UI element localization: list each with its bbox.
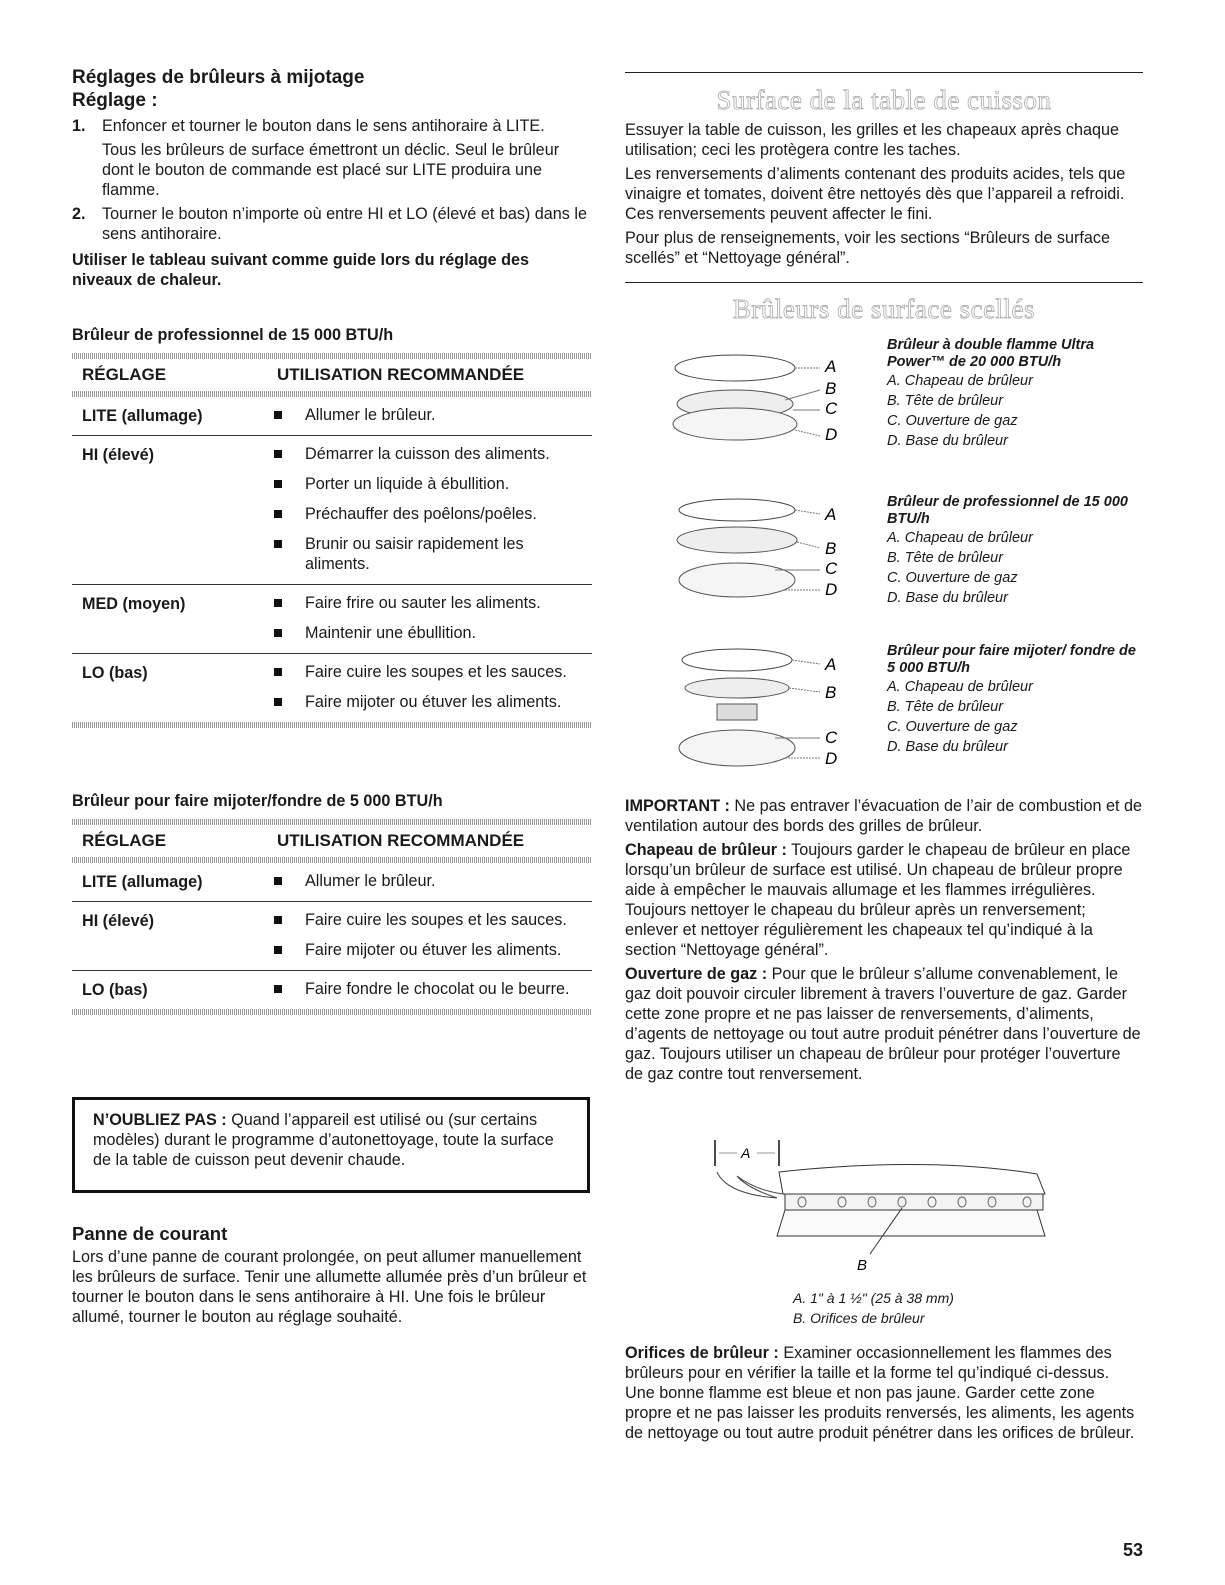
setting-cell: LITE (allumage) [72, 397, 267, 436]
col-setting-header: RÉGLAGE [82, 365, 167, 384]
burner-cap-paragraph [625, 840, 1143, 960]
label-d: D [825, 425, 838, 444]
use-item: Faire cuire les soupes et les sauces. [267, 910, 592, 930]
step-2 [72, 204, 592, 244]
surface-paragraph-2: Les renversements d’aliments contenant des produits acides, tels que vinaigre et tomates, doivent être nettoyés dès que l’appareil a refroidi. Ces renversements peuvent affecter le fini. [625, 165, 1126, 223]
table-row [72, 397, 592, 436]
burner-1-part-a: A. Chapeau de brûleur [887, 373, 1033, 389]
burner-1-part-c: C. Ouverture de gaz [887, 413, 1018, 429]
burner-3-part-d: D. Base du brûleur [887, 739, 1008, 755]
page-number: 53 [1122, 1540, 1143, 1560]
label-b: B [857, 1257, 868, 1274]
burner-3-title: Brûleur pour faire mijoter/ fondre de 5 000 BTU/h [887, 643, 1136, 676]
burner-cap-text: Toujours garder le chapeau de brûleur en place lorsqu’un brûleur de surface est utilisé. Un chapeau de brûleur propre aide à empêcher le mauvais allumage et les flammes irrégulières. Toujours nettoyer le chapeau du brûleur après un renversement; enlever et nettoyer régulièrement les chapeaux tel qu’indiqué à la section “Nettoyage général”. [625, 841, 1131, 959]
ultra-power-burner-illustration [665, 342, 865, 467]
table-row [72, 971, 592, 1010]
burner-caption-1 [887, 337, 1137, 451]
power-failure-text: Lors d’une panne de courant prolongée, on peut allumer manuellement les brûleurs de surface. Tenir une allumette allumée près d’un brûleur et tourner le bouton dans le sens antihoraire à HI. Une fois le brûleur allumé, tourner le bouton au réglage souhaité. [72, 1248, 587, 1326]
power-failure-heading: Panne de courant [72, 1223, 228, 1244]
table-row [72, 436, 592, 585]
table-guide-text: Utiliser le tableau suivant comme guide lors du réglage des niveaux de chaleur. [72, 251, 529, 289]
col-use-header: UTILISATION RECOMMANDÉE [277, 365, 525, 384]
orifices-lead: Orifices de brûleur : [625, 1344, 779, 1362]
step-1-number: 1. [72, 117, 86, 135]
step-1 [72, 116, 592, 136]
table-15000-caption: Brûleur de professionnel de 15 000 BTU/h [72, 326, 394, 344]
table-row [72, 654, 592, 723]
label-b: B [825, 539, 837, 558]
sealed-burners-heading: Brûleurs de surface scellés [732, 294, 1036, 324]
use-item: Faire mijoter ou étuver les aliments. [267, 692, 592, 712]
table-15000-body [72, 397, 592, 722]
table-5000 [72, 791, 592, 1015]
label-c: C [825, 399, 838, 418]
use-item: Faire fondre le chocolat ou le beurre. [267, 979, 592, 999]
orifices-text: Examiner occasionnellement les flammes des brûleurs pour en vérifier la taille et la forme tel qu’indiqué ci-dessus. Une bonne flamme est bleue et non pas jaune. Garder cette zone propre et ne pas laisser les produits renversés, les aliments, les agents de nettoyage ou tout autre produit pénétrer dans les orifices de brûleur. [625, 1344, 1135, 1442]
gas-opening-paragraph [625, 964, 1143, 1084]
table-row [72, 863, 592, 902]
use-list [267, 863, 592, 901]
reminder-text: Quand l’appareil est utilisé ou (sur certains modèles) durant le programme d’autonettoyage, toute la surface de la table de cuisson peut devenir chaude. [93, 1111, 554, 1169]
burner-caption-3 [887, 643, 1137, 757]
step-1-note: Tous les brûleurs de surface émettront un déclic. Seul le brûleur dont le bouton de commande est placé sur LITE produira une flamme. [102, 141, 560, 199]
use-item: Faire cuire les soupes et les sauces. [267, 662, 592, 682]
burner-1-part-d: D. Base du brûleur [887, 433, 1008, 449]
gas-opening-lead: Ouverture de gaz : [625, 965, 768, 983]
reminder-box [72, 1097, 590, 1193]
important-paragraph [625, 796, 1143, 836]
step-2-number: 2. [72, 205, 86, 223]
flame-caption-b: B. Orifices de brûleur [793, 1310, 925, 1326]
use-list [267, 971, 592, 1009]
flame-caption-a: A. 1" à 1 ½" (25 à 38 mm) [793, 1290, 954, 1306]
use-item: Faire frire ou sauter les aliments. [267, 593, 592, 613]
surface-paragraph-1: Essuyer la table de cuisson, les grilles et les chapeaux après chaque utilisation; ceci les protègera contre les taches. [625, 121, 1120, 159]
label-a: A [741, 1145, 751, 1161]
col-setting-header: RÉGLAGE [82, 831, 167, 850]
col-use-header: UTILISATION RECOMMANDÉE [277, 831, 525, 850]
label-a: A [825, 655, 837, 674]
burner-1-part-b: B. Tête de brûleur [887, 393, 1004, 409]
use-list [267, 902, 592, 970]
orifices-paragraph [625, 1343, 1143, 1443]
burner-caption-2 [887, 494, 1137, 608]
use-item: Allumer le brûleur. [267, 871, 592, 891]
burner-cap-lead: Chapeau de brûleur : [625, 841, 787, 859]
use-list [267, 654, 592, 722]
label-a: A [825, 357, 837, 376]
use-list [267, 585, 592, 653]
setting-cell: LO (bas) [82, 981, 148, 999]
surface-heading: Surface de la table de cuisson [716, 85, 1052, 115]
important-text: Ne pas entraver l’évacuation de l’air de combustion et de ventilation autour des bords des grilles de brûleur. [625, 797, 1143, 835]
label-a: A [825, 505, 837, 524]
setting-subheading: Réglage : [72, 90, 158, 111]
use-item: Démarrer la cuisson des aliments. [267, 444, 592, 464]
label-b: B [825, 379, 837, 398]
setting-cell: HI (élevé) [72, 902, 267, 971]
gas-opening-text: Pour que le brûleur s’allume convenablement, le gaz doit pouvoir circuler librement à travers l’ouverture de gaz. Garder cette zone propre et ne pas laisser de renversements, d’aliments, d’agents de nettoyage ou tout autre produit pénétrer dans l’ouverture de gaz. Toujours utiliser un chapeau de brûleur pour protéger l’ouverture de gaz contre tout renversement. [625, 965, 1141, 1083]
setting-cell: HI (élevé) [72, 436, 267, 585]
label-c: C [825, 728, 838, 747]
use-item: Porter un liquide à ébullition. [267, 474, 592, 494]
important-lead: IMPORTANT : [625, 797, 730, 815]
simmer-settings-heading: Réglages de brûleurs à mijotage [72, 67, 365, 88]
burner-2-part-c: C. Ouverture de gaz [887, 570, 1018, 586]
label-d: D [825, 749, 838, 768]
flame-height-illustration [707, 1136, 1067, 1286]
burner-2-part-a: A. Chapeau de brûleur [887, 530, 1033, 546]
use-list [267, 397, 592, 435]
use-list [267, 436, 592, 584]
step-2-text: Tourner le bouton n’importe où entre HI et LO (élevé et bas) dans le sens antihoraire. [102, 205, 587, 243]
burner-2-part-d: D. Base du brûleur [887, 590, 1008, 606]
table-15000 [72, 325, 592, 728]
divider [625, 72, 1143, 73]
divider [625, 282, 1143, 283]
label-c: C [825, 559, 838, 578]
burner-2-title: Brûleur de professionnel de 15 000 BTU/h [887, 494, 1128, 527]
use-item: Brunir ou saisir rapidement les aliments. [267, 534, 592, 574]
step-1-text: Enfoncer et tourner le bouton dans le sens antihoraire à LITE. [102, 117, 545, 135]
table-5000-body [72, 863, 592, 1009]
burner-3-part-a: A. Chapeau de brûleur [887, 679, 1033, 695]
table-row [72, 902, 592, 971]
table-row [72, 585, 592, 654]
use-item: Allumer le brûleur. [267, 405, 592, 425]
use-item: Préchauffer des poêlons/poêles. [267, 504, 592, 524]
burner-1-title: Brûleur à double flamme Ultra Power™ de 20 000 BTU/h [887, 337, 1095, 370]
table-5000-caption: Brûleur pour faire mijoter/fondre de 5 000 BTU/h [72, 792, 443, 810]
use-item: Maintenir une ébullition. [267, 623, 592, 643]
flame-caption [793, 1288, 954, 1328]
setting-cell: LO (bas) [82, 664, 148, 682]
use-item: Faire mijoter ou étuver les aliments. [267, 940, 592, 960]
professional-burner-illustration [665, 492, 865, 612]
burner-3-part-c: C. Ouverture de gaz [887, 719, 1018, 735]
surface-paragraph-3: Pour plus de renseignements, voir les sections “Brûleurs de surface scellés” et “Nettoyage général”. [625, 229, 1110, 267]
setting-cell: MED (moyen) [72, 585, 267, 654]
label-d: D [825, 580, 838, 599]
simmer-burner-illustration [665, 642, 865, 777]
burner-2-part-b: B. Tête de brûleur [887, 550, 1004, 566]
reminder-lead: N’OUBLIEZ PAS : [93, 1111, 227, 1129]
burner-3-part-b: B. Tête de brûleur [887, 699, 1004, 715]
setting-cell: LITE (allumage) [72, 863, 267, 902]
label-b: B [825, 683, 837, 702]
